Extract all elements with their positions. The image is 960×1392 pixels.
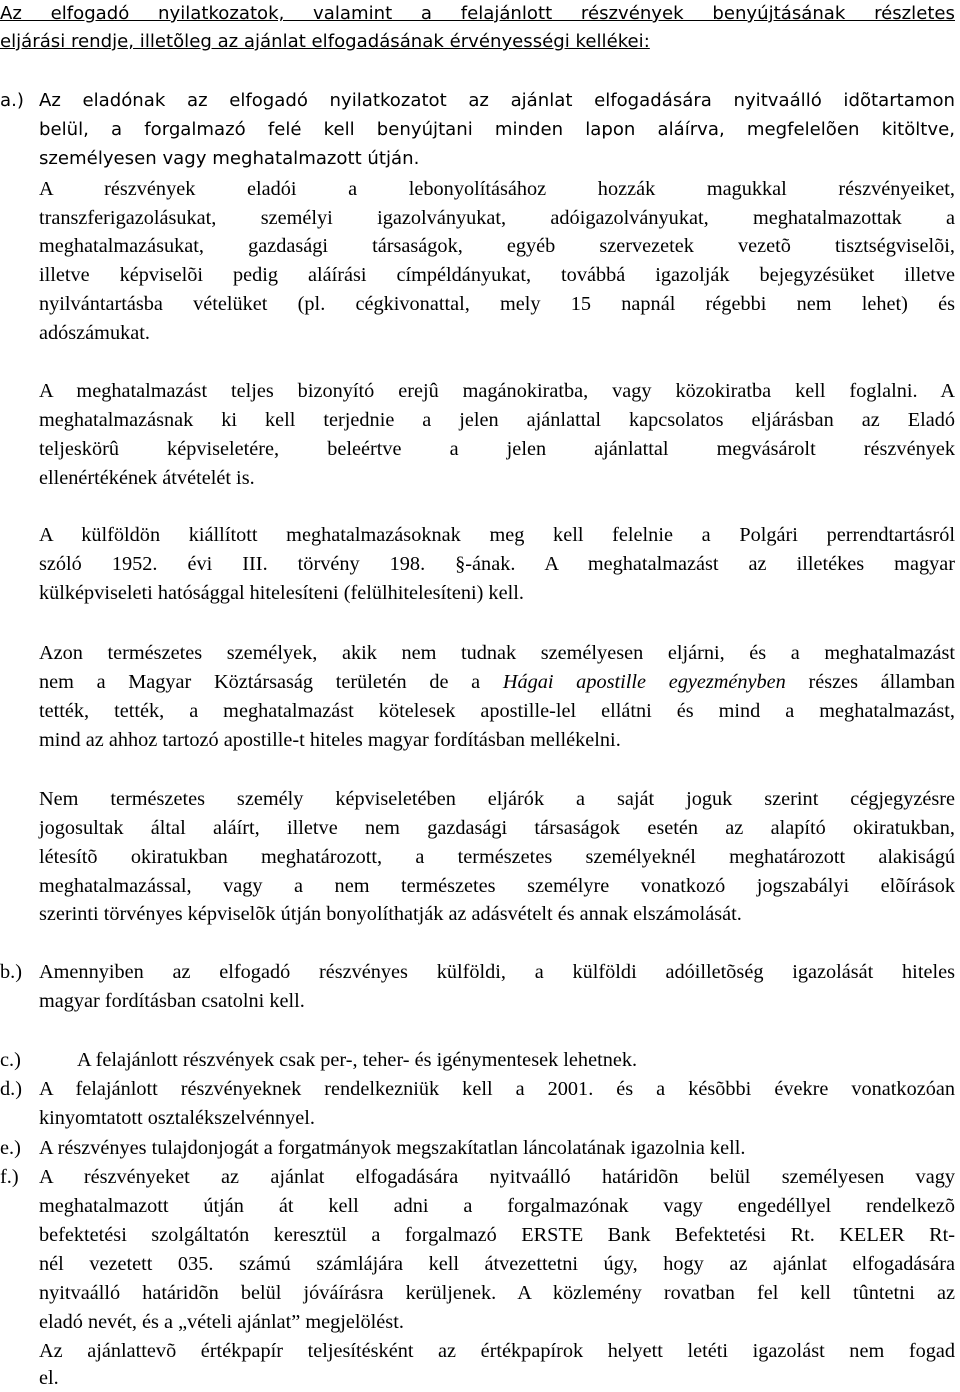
item-d-line-1: A felajánlott részvényeknek rendelkezniük kell a 2001. és a késõbbi évekre vonatkozóan: [39, 1078, 955, 1100]
item-a-p2-line-5: nyilvántartásba vételüket (pl. cégkivonattal, mely 15 napnál régebbi nem lehet) és: [39, 293, 955, 315]
item-f-line-6: eladó nevét, és a „vételi ajánlat” megjelölést.: [39, 1311, 404, 1333]
item-e-label: e.): [0, 1137, 21, 1159]
item-f-label: f.): [0, 1166, 19, 1188]
item-a-label: a.): [0, 90, 24, 111]
item-f-line-7: Az ajánlattevõ értékpapír teljesítésként az értékpapírok helyett letéti igazolást nem fogad: [39, 1340, 955, 1362]
item-a-p6-line-4: meghatalmazással, vagy a nem természetes személyre vonatkozó jogszabályi elõírások: [39, 875, 955, 897]
item-c-line-1: A felajánlott részvények csak per-, teher- és igénymentesek lehetnek.: [77, 1049, 638, 1071]
item-f-line-4: nél vezetett 035. számú számlájára kell átvezettetni úgy, hogy az ajánlat elfogadására: [39, 1253, 955, 1275]
item-a-p3-line-3: teljeskörû képviseletére, beleértve a jelen ajánlattal megvásárolt részvények: [39, 438, 955, 460]
item-d-label: d.): [0, 1078, 22, 1100]
item-a-p1-line-2: belül, a forgalmazó felé kell benyújtani minden lapon aláírva, megfelelõen kitöltve,: [39, 119, 955, 140]
item-a-p4-line-2: szóló 1952. évi III. törvény 198. §-ának. A meghatalmazást az illetékes magyar: [39, 553, 955, 575]
item-f-line-3: befektetési szolgáltatón keresztül a forgalmazó ERSTE Bank Befektetési Rt. KELER Rt-: [39, 1224, 955, 1246]
item-a-p2-line-3: meghatalmazásukat, gazdasági társaságok, egyéb szervezetek vezetõ tisztségviselõi,: [39, 235, 955, 257]
item-c-label: c.): [0, 1049, 21, 1071]
item-a-p3-line-4: ellenértékének átvételét is.: [39, 467, 255, 489]
item-b-label: b.): [0, 961, 22, 983]
item-a-p6-line-3: létesítõ okiratukban meghatározott, a természetes személyeknél meghatározott alakiságú: [39, 846, 955, 868]
item-a-p2-line-6: adószámukat.: [39, 322, 150, 344]
item-d-line-2: kinyomtatott osztalékszelvénnyel.: [39, 1107, 315, 1129]
item-a-p6-line-2: jogosultak által aláírt, illetve nem gazdasági társaságok esetén az alapító okiratukban,: [39, 817, 955, 839]
item-a-p5-line-1: Azon természetes személyek, akik nem tudnak személyesen eljárni, és a meghatalmazást: [39, 642, 955, 664]
item-a-p4-line-1: A külföldön kiállított meghatalmazásoknak meg kell felelnie a Polgári perrendtartásról: [39, 524, 955, 546]
item-b-line-1: Amennyiben az elfogadó részvényes külföldi, a külföldi adóilletõség igazolását hiteles: [39, 961, 955, 983]
item-f-line-5: nyitvaálló határidõn belül jóváírásra kerüljenek. A közlemény rovatban fel kell tûntetni az: [39, 1282, 955, 1304]
item-f-line-1: A részvényeket az ajánlat elfogadására nyitvaálló határidõn belül személyesen vagy: [39, 1166, 955, 1188]
item-f-line-2: meghatalmazott útján át kell adni a forgalmazónak vagy engedéllyel rendelkezõ: [39, 1195, 955, 1217]
item-a-p2-line-1: A részvények eladói a lebonyolításához hozzák magukkal részvényeiket,: [39, 178, 955, 200]
item-a-p6-line-5: szerinti törvényes képviselõk útján bonyolíthatják az adásvételt és annak elszámolását.: [39, 903, 742, 925]
item-a-p5-line-2: [39, 668, 955, 696]
item-a-p6-line-1: Nem természetes személy képviseletében eljárók a saját joguk szerint cégjegyzésre: [39, 788, 955, 810]
item-f-line-8: el.: [39, 1367, 59, 1389]
item-a-p3-line-1: A meghatalmazást teljes bizonyító erejû magánokiratba, vagy közokiratba kell foglalni. A: [39, 380, 955, 402]
item-a-p1-line-3: személyesen vagy meghatalmazott útján.: [39, 148, 420, 169]
intro-line-2: eljárási rendje, illetõleg az ajánlat elfogadásának érvényességi kellékei:: [0, 31, 650, 52]
item-a-p5-line-3: tették, tették, a meghatalmazást kötelesek apostille-lel ellátni és mind a meghatalmazást,: [39, 700, 955, 722]
item-a-p3-line-2: meghatalmazásnak ki kell terjednie a jelen ajánlattal kapcsolatos eljárásban az Eladó: [39, 409, 955, 431]
item-a-p4-line-3: külképviseleti hatósággal hitelesíteni (felülhitelesíteni) kell.: [39, 582, 524, 604]
item-a-p1-line-1: Az eladónak az elfogadó nyilatkozatot az ajánlat elfogadására nyitvaálló idõtartamon: [39, 90, 955, 111]
item-e-line-1: A részvényes tulajdonjogát a forgatmányok megszakítatlan láncolatának igazolnia kell.: [39, 1137, 746, 1159]
item-a-p5-line-2-after: részes államban: [785, 671, 956, 693]
item-a-p2-line-4: illetve képviselõi pedig aláírási címpéldányukat, továbbá igazolják bejegyzésüket illetve: [39, 264, 955, 286]
item-a-p5-line-4: mind az ahhoz tartozó apostille-t hiteles magyar fordításban mellékelni.: [39, 729, 621, 751]
hague-convention-reference: Hágai apostille egyezményben: [502, 671, 786, 693]
intro-line-1: Az elfogadó nyilatkozatok, valamint a felajánlott részvények benyújtásának részletes: [0, 3, 955, 24]
item-a-p2-line-2: transzferigazolásukat, személyi igazolványukat, adóigazolványukat, meghatalmazottak a: [39, 207, 955, 229]
item-a-p5-line-2-before: nem a Magyar Köztársaság területén de a: [39, 671, 503, 693]
item-b-line-2: magyar fordításban csatolni kell.: [39, 990, 305, 1012]
